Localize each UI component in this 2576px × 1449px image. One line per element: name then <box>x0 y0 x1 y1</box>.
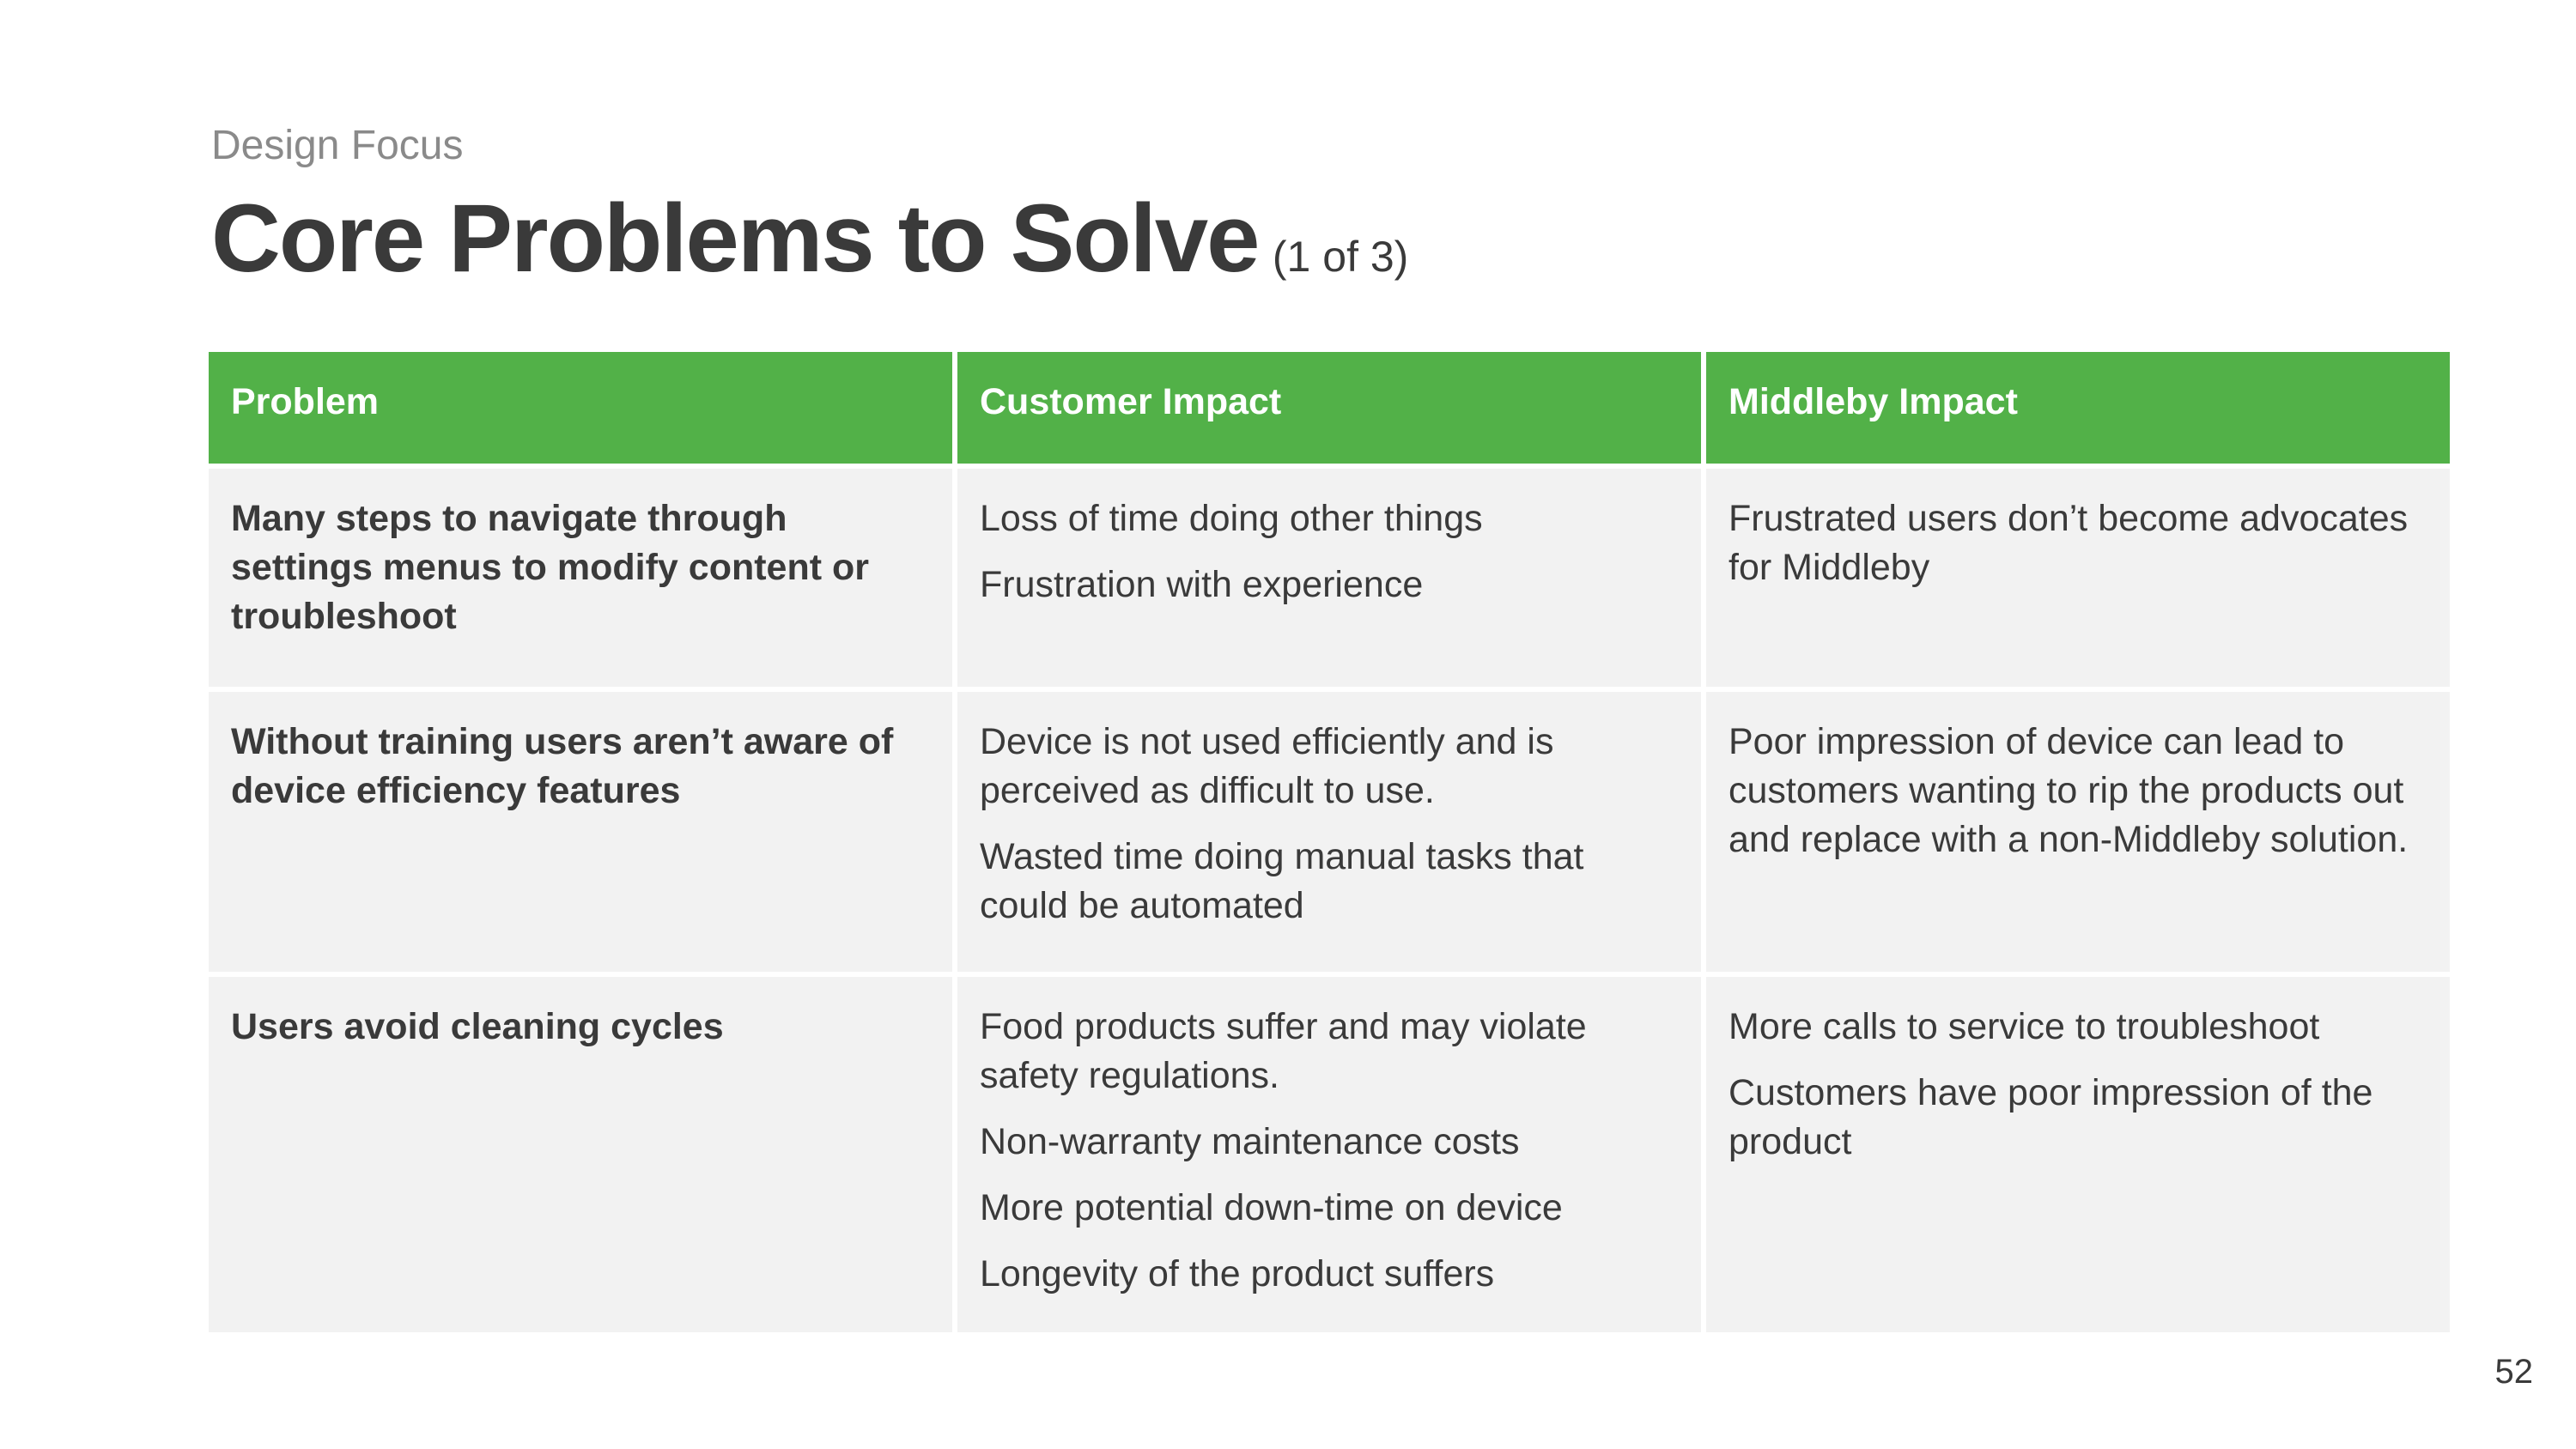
table-header-customer-impact: Customer Impact <box>957 352 1701 464</box>
impact-item: Frustrated users don’t become advocates for Middleby <box>1728 498 2409 588</box>
impact-item: Device is not used efficiently and is perceived as difficult to use. <box>980 721 1554 811</box>
page-subtitle: (1 of 3) <box>1272 233 1409 281</box>
impact-item: Non-warranty maintenance costs <box>980 1121 1520 1162</box>
impact-item: Loss of time doing other things <box>980 498 1483 539</box>
title-row <box>211 179 1408 299</box>
impact-item: Customers have poor impression of the product <box>1728 1072 2373 1162</box>
table-cell-problem: Without training users aren’t aware of device efficiency features <box>209 692 952 972</box>
table-header-problem: Problem <box>209 352 952 464</box>
impact-item: Poor impression of device can lead to customers wanting to rip the products out and replace with a non-Middleby solution. <box>1728 721 2409 860</box>
table-cell-problem: Users avoid cleaning cycles <box>209 977 952 1332</box>
table-cell-customer-impact <box>957 692 1701 972</box>
impact-item: Longevity of the product suffers <box>980 1253 1495 1294</box>
table-cell-customer-impact <box>957 977 1701 1332</box>
section-kicker: Design Focus <box>211 123 464 168</box>
impact-item: More calls to service to troubleshoot <box>1728 1006 2320 1047</box>
impact-item: Frustration with experience <box>980 564 1424 605</box>
table-cell-customer-impact <box>957 469 1701 687</box>
problems-table <box>209 352 2439 1332</box>
table-cell-middleby-impact <box>1706 469 2450 687</box>
impact-item: More potential down-time on device <box>980 1187 1563 1228</box>
page-title: Core Problems to Solve <box>211 185 1259 292</box>
table-header-middleby-impact: Middleby Impact <box>1706 352 2450 464</box>
table-cell-middleby-impact <box>1706 977 2450 1332</box>
table-cell-middleby-impact <box>1706 692 2450 972</box>
page-number: 52 <box>2494 1353 2533 1391</box>
impact-item: Wasted time doing manual tasks that could be automated <box>980 836 1584 926</box>
table-cell-problem: Many steps to navigate through settings menus to modify content or troubleshoot <box>209 469 952 687</box>
impact-item: Food products suffer and may violate safety regulations. <box>980 1006 1587 1096</box>
